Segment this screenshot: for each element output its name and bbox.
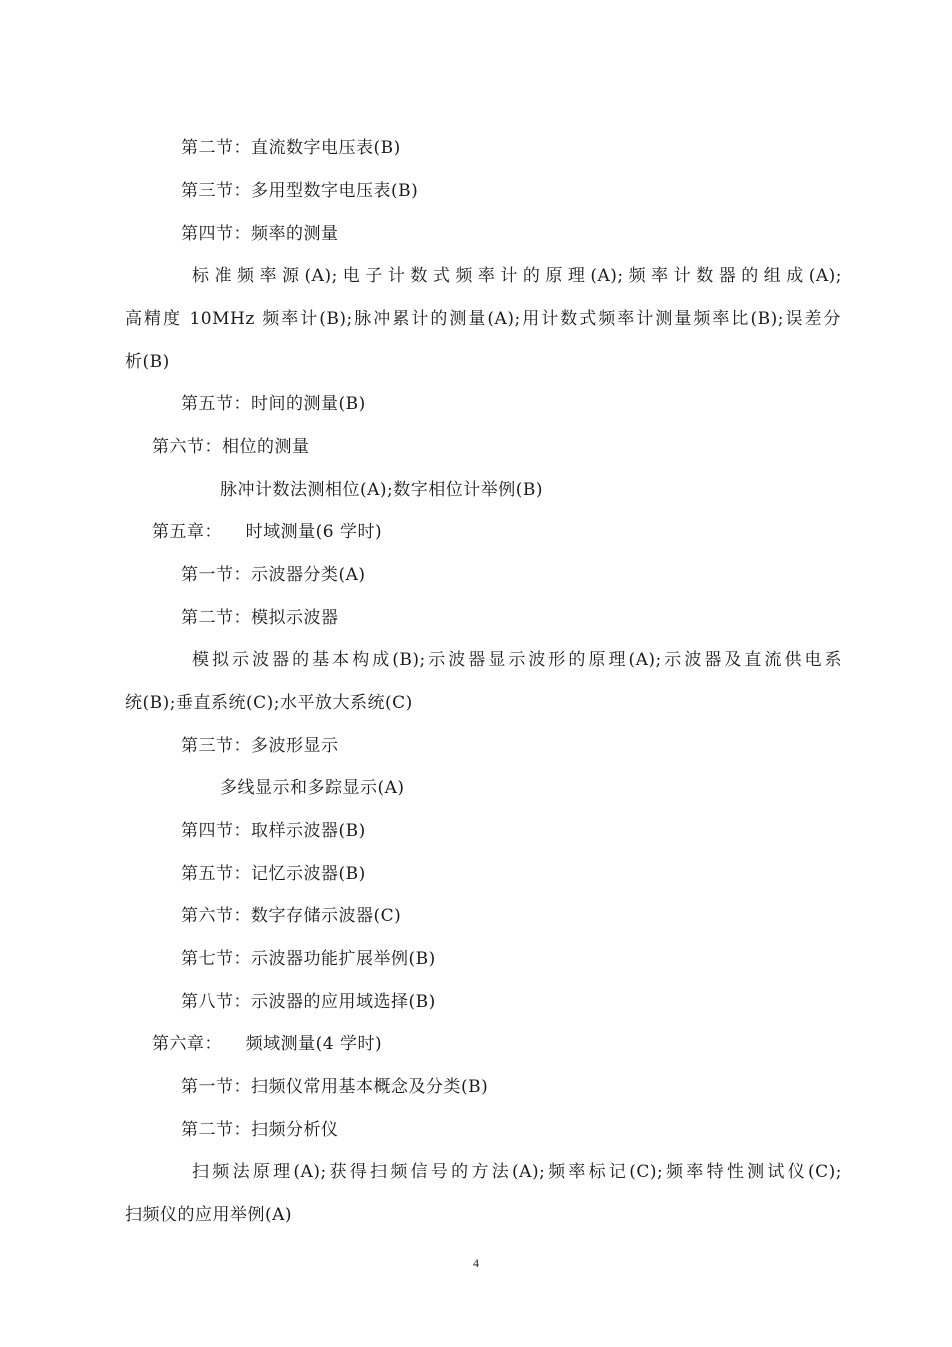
body-paragraph-line: 脉冲计数法测相位(A);数字相位计举例(B) (220, 480, 544, 500)
section-heading: 第四节：频率的测量 (181, 224, 339, 244)
body-paragraph-line: 多线显示和多踪显示(A) (220, 778, 405, 798)
section-heading: 第一节：示波器分类(A) (181, 565, 366, 585)
section-heading: 第二节：直流数字电压表(B) (181, 138, 401, 158)
section-heading: 第六节：数字存储示波器(C) (181, 906, 402, 926)
body-paragraph-line: 析(B) (125, 352, 170, 372)
section-heading: 第三节：多波形显示 (181, 736, 339, 756)
section-heading: 第五节：时间的测量(B) (181, 394, 366, 414)
body-paragraph-line: 统(B);垂直系统(C);水平放大系统(C) (125, 693, 413, 713)
chapter-heading: 第六章： 频域测量(4 学时) (152, 1034, 383, 1054)
section-heading: 第一节：扫频仪常用基本概念及分类(B) (181, 1077, 489, 1097)
body-paragraph-line: 标准频率源(A);电子计数式频率计的原理(A);频率计数器的组成(A); (192, 266, 842, 286)
section-heading: 第三节：多用型数字电压表(B) (181, 181, 419, 201)
section-heading: 第七节：示波器功能扩展举例(B) (181, 949, 436, 969)
section-heading: 第二节：扫频分析仪 (181, 1120, 339, 1140)
chapter-heading: 第五章： 时域测量(6 学时) (152, 522, 383, 542)
body-paragraph-line: 高精度 10MHz 频率计(B);脉冲累计的测量(A);用计数式频率计测量频率比(B);误差分 (125, 309, 841, 329)
body-paragraph-line: 扫频仪的应用举例(A) (125, 1205, 293, 1225)
section-heading: 第二节：模拟示波器 (181, 608, 339, 628)
body-paragraph-line: 模拟示波器的基本构成(B);示波器显示波形的原理(A);示波器及直流供电系 (192, 650, 842, 670)
section-heading: 第六节：相位的测量 (152, 437, 310, 457)
section-heading: 第五节：记忆示波器(B) (181, 864, 366, 884)
section-heading: 第八节：示波器的应用域选择(B) (181, 992, 436, 1012)
page-number: 4 (473, 1256, 479, 1270)
body-paragraph-line: 扫频法原理(A);获得扫频信号的方法(A);频率标记(C);频率特性测试仪(C); (192, 1162, 842, 1182)
section-heading: 第四节：取样示波器(B) (181, 821, 366, 841)
